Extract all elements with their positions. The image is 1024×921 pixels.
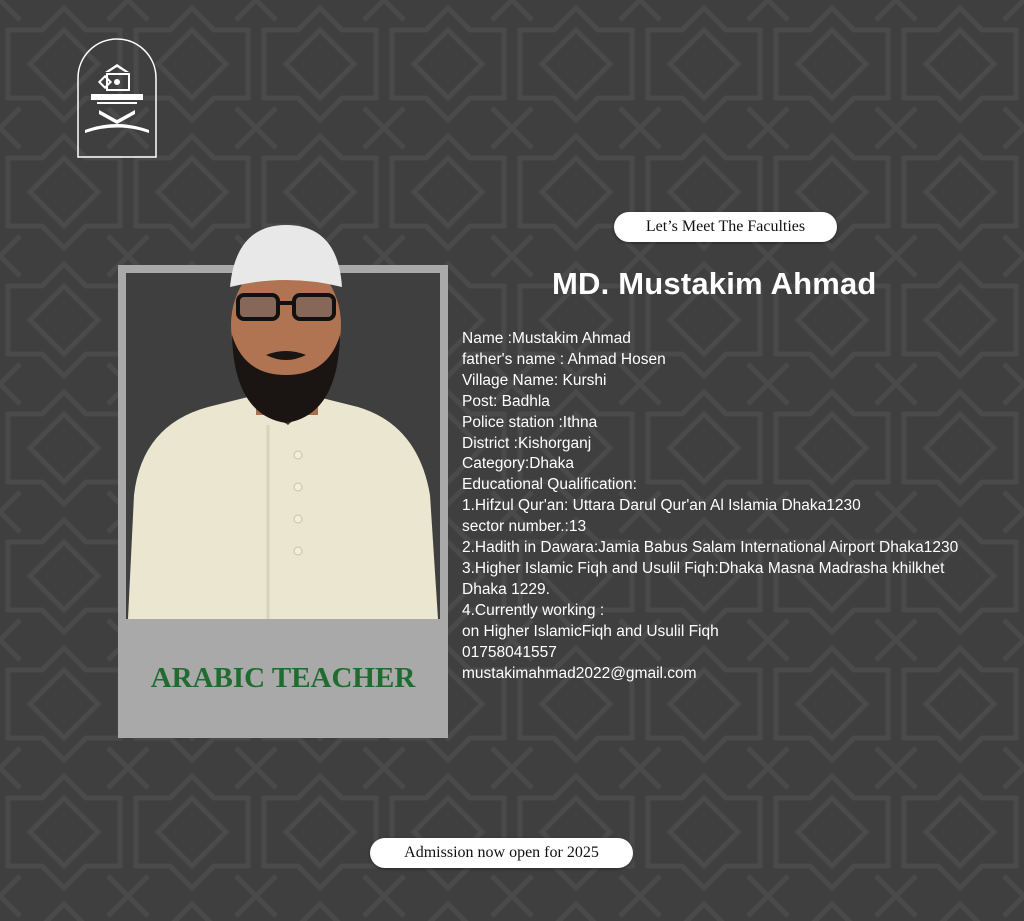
detail-line: Category:Dhaka [462,455,575,473]
detail-line: Village Name: Kurshi [462,371,607,389]
detail-line: 1.Hifzul Qur'an: Uttara Darul Qur'an Al Islamia Dhaka1230 [462,497,861,515]
profile-details [462,329,1018,684]
detail-line: father's name : Ahmad Hosen [462,350,666,368]
madrasa-logo-icon [77,38,157,158]
role-label: ARABIC TEACHER [150,662,416,694]
detail-line: Dhaka 1229. [462,580,550,598]
detail-line: Post: Badhla [462,392,550,410]
detail-line: 2.Hadith in Dawara:Jamia Babus Salam International Airport Dhaka1230 [462,539,959,557]
detail-line: sector number.:13 [462,518,587,536]
phone-number: 01758041557 [462,643,557,661]
detail-line: Police station :Ithna [462,413,598,431]
detail-line: Name :Mustakim Ahmad [462,330,631,347]
detail-line: on Higher IslamicFiqh and Usulil Fiqh [462,622,719,640]
detail-line: District :Kishorganj [462,434,592,452]
meet-faculties-badge: Let’s Meet The Faculties [614,212,837,242]
teacher-name-title: MD. Mustakim Ahmad [552,266,877,301]
admission-badge: Admission now open for 2025 [370,838,633,868]
detail-line: 3.Higher Islamic Fiqh and Usulil Fiqh:Dhaka Masna Madrasha khilkhet [462,559,945,577]
detail-line: 4.Currently working : [462,601,605,619]
email-address: mustakimahmad2022@gmail.com [462,664,697,682]
logo-text: DARUL ARQAM AL-ISLAMIA [91,104,143,109]
detail-line: Educational Qualification: [462,476,637,494]
teacher-portrait [118,225,448,619]
